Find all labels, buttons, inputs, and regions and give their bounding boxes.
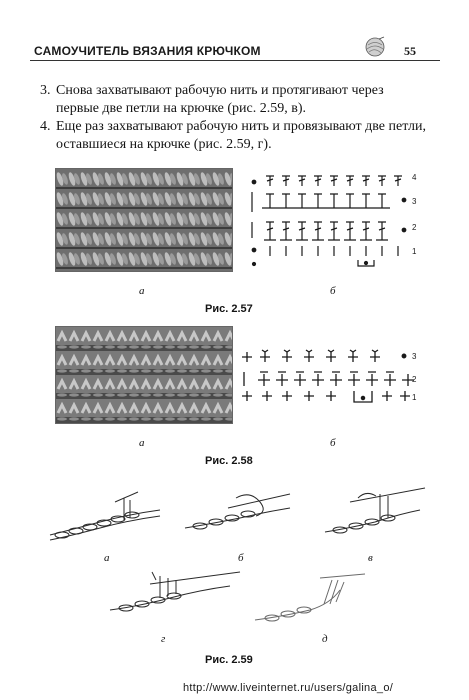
chart-row-number: 1: [412, 247, 417, 256]
crochet-step-b-drawing: [185, 494, 290, 529]
step-text: Еще раз захватывают рабочую нить и провязывают две петли, оставшиеся на крючке (рис. 2.59, г).: [56, 119, 426, 152]
subfigure-label-d: г: [161, 633, 166, 645]
page-number: 55: [404, 44, 416, 58]
chart-row-number: 2: [412, 375, 417, 384]
subfigure-label-b: б: [238, 552, 244, 564]
crochet-step-a-drawing: [50, 492, 160, 540]
subfigure-label-c: в: [368, 552, 373, 564]
chart-row-number: 3: [412, 352, 417, 361]
crochet-step-c-drawing: [325, 488, 425, 533]
chart-row-2: [244, 372, 414, 386]
figure-caption: Рис. 2.57: [205, 303, 253, 315]
subfigure-label-a: а: [139, 285, 145, 297]
step-number: 3.: [40, 83, 51, 98]
figure-caption: Рис. 2.58: [205, 455, 253, 467]
chart-row-1: [252, 246, 398, 266]
subfigure-label-e: д: [322, 633, 328, 645]
figure-caption: Рис. 2.59: [205, 654, 253, 666]
header-divider: [30, 60, 440, 61]
fabric-photo-half-double-crochet: [55, 168, 233, 272]
chart-row-number: 4: [412, 173, 417, 182]
subfigure-label-a: а: [139, 437, 145, 449]
chart-row-1: [242, 391, 410, 402]
source-url: http://www.liveinternet.ru/users/galina_o/: [183, 682, 394, 694]
crochet-step-d-drawing: [110, 572, 240, 611]
chart-row-4: [252, 176, 402, 186]
stitch-chart-fig-257: [246, 168, 420, 272]
step-paragraph: [40, 82, 428, 118]
subfigure-label-b: б: [330, 437, 336, 449]
fabric-photo-single-crochet: [55, 326, 233, 424]
yarn-ball-icon: [364, 36, 386, 58]
chart-row-number: 2: [412, 223, 417, 232]
step-number: 4.: [40, 119, 51, 134]
chart-row-3: [252, 192, 406, 212]
chart-row-number: 3: [412, 197, 417, 206]
crochet-step-e-drawing: [255, 574, 365, 621]
subfigure-label-a: а: [104, 552, 110, 564]
step-paragraph: [40, 118, 428, 154]
chart-row-number: 1: [412, 393, 417, 402]
chart-row-2: [252, 222, 406, 240]
chart-row-3: [242, 350, 406, 362]
step-text: Снова захватывают рабочую нить и протягивают через первые две петли на крючке (рис. 2.59, в).: [56, 83, 384, 116]
stitch-chart-fig-258: [238, 342, 420, 406]
running-header-title: САМОУЧИТЕЛЬ ВЯЗАНИЯ КРЮЧКОМ: [34, 44, 261, 58]
subfigure-label-b: б: [330, 285, 336, 297]
